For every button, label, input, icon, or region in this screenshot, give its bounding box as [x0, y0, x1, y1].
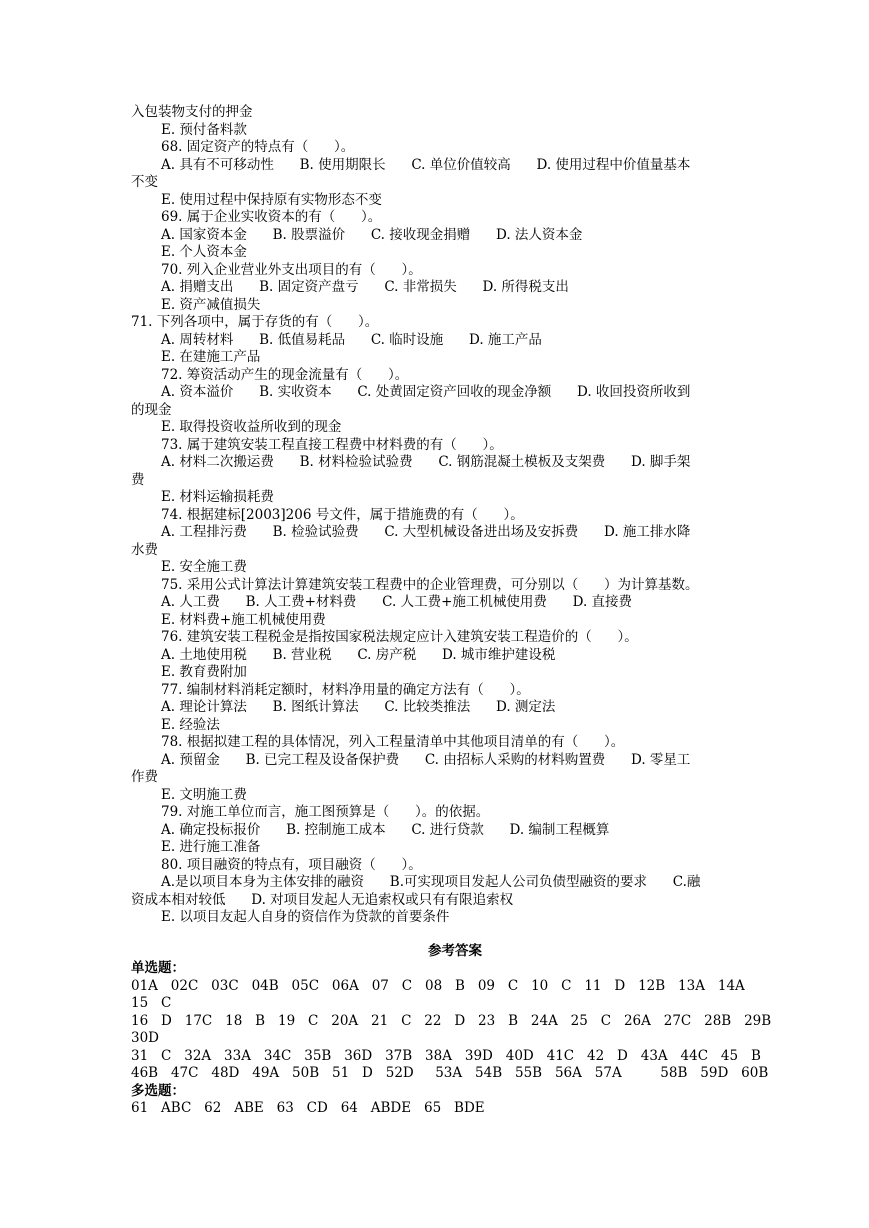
text-line: 75. 采用公式计算法计算建筑安装工程费中的企业管理费，可分别以（ ）为计算基数。	[161, 576, 699, 593]
text-line: 76. 建筑安装工程税金是指按国家税法规定应计入建筑安装工程造价的（ ）。	[161, 629, 638, 645]
text-line: 79. 对施工单位而言，施工图预算是（ ）。的依据。	[161, 804, 490, 820]
text-line: 69. 属于企业实收资本的有（ ）。	[161, 209, 382, 225]
answer-line: 16 D 17C 18 B 19 C 20A 21 C 22 D 23 B 24A 25 C 26A 27C 28B 29B	[131, 1012, 772, 1029]
text-line: 费	[131, 471, 145, 488]
text-line: A. 理论计算法 B. 图纸计算法 C. 比较类推法 D. 测定法	[161, 699, 556, 715]
text-line: E. 使用过程中保持原有实物形态不变	[161, 191, 382, 208]
text-line: A. 国家资本金 B. 股票溢价 C. 接收现金捐赠 D. 法人资本金	[161, 226, 583, 243]
text-line: E. 进行施工准备	[161, 839, 261, 855]
text-line: E. 经验法	[161, 716, 220, 733]
text-line: 入包装物支付的押金	[131, 104, 253, 120]
text-line: 80. 项目融资的特点有，项目融资（ ）。	[161, 856, 422, 873]
text-line: A. 确定投标报价 B. 控制施工成本 C. 进行贷款 D. 编制工程概算	[161, 821, 610, 838]
answer-line: 46B 47C 48D 49A 50B 51 D 52D 53A 54B 55B 56A 57A 58B 59D 60B	[131, 1065, 769, 1081]
text-line: E. 以项目友起人自身的资信作为贷款的首要条件	[161, 909, 450, 925]
text-line: 资成本相对较低 D. 对项目发起人无追索权或只有有限追索权	[131, 891, 514, 908]
text-line: E. 在建施工产品	[161, 349, 261, 365]
text-line: E. 材料运输损耗费	[161, 489, 274, 505]
text-line: 作费	[131, 769, 158, 785]
answer-title: 参考答案	[428, 942, 482, 959]
answer-line: 61 ABC 62 ABE 63 CD 64 ABDE 65 BDE	[131, 1100, 485, 1116]
text-line: E. 取得投资收益所收到的现金	[161, 419, 342, 435]
text-line: A. 工程排污费 B. 检验试验费 C. 大型机械设备进出场及安拆费 D. 施工排水降	[161, 524, 691, 540]
document-body	[131, 104, 779, 1118]
text-line: E. 教育费附加	[161, 664, 247, 680]
text-line: E. 预付备料款	[161, 121, 247, 138]
text-line: A. 资本溢价 B. 实收资本 C. 处黄固定资产回收的现金净额 D. 收回投资所收到	[161, 384, 691, 400]
text-line: 不变	[131, 174, 158, 190]
text-line: 74. 根据建标[2003]206 号文件，属于措施费的有（ ）。	[161, 506, 524, 523]
text-line: A. 土地使用税 B. 营业税 C. 房产税 D. 城市维护建设税	[161, 646, 556, 663]
text-line: 77. 编制材料消耗定额时，材料净用量的确定方法有（ ）。	[161, 681, 530, 698]
text-line: A. 周转材料 B. 低值易耗品 C. 临时设施 D. 施工产品	[161, 331, 542, 348]
text-line: A. 人工费 B. 人工费+材料费 C. 人工费+施工机械使用费 D. 直接费	[161, 594, 633, 610]
text-line: E. 文明施工费	[161, 786, 247, 803]
text-line: 78. 根据拟建工程的具体情况，列入工程量清单中其他项目清单的有（ ）。	[161, 734, 625, 750]
text-line: E. 材料费+施工机械使用费	[161, 611, 326, 628]
single-choice-heading: 单选题：	[131, 960, 185, 976]
text-line: A. 具有不可移动性 B. 使用期限长 C. 单位价值较高 D. 使用过程中价值量基本	[161, 156, 691, 173]
text-line: 73. 属于建筑安装工程直接工程费中材料费的有（ ）。	[161, 436, 503, 453]
text-line: 71. 下列各项中，属于存货的有（ ）。	[131, 314, 379, 330]
text-line: 水费	[131, 541, 158, 558]
text-line: E. 资产减值损失	[161, 296, 261, 313]
text-line: E. 安全施工费	[161, 559, 247, 575]
text-line: 的现金	[131, 401, 172, 418]
text-line: A. 材料二次搬运费 B. 材料检验试验费 C. 钢筋混凝土模板及支架费 D. 脚手架	[161, 454, 691, 470]
answer-line: 01A 02C 03C 04B 05C 06A 07 C 08 B 09 C 10 C 11 D 12B 13A 14A	[131, 977, 745, 994]
text-line: A. 捐赠支出 B. 固定资产盘亏 C. 非常损失 D. 所得税支出	[161, 279, 569, 295]
answer-line: 30D	[131, 1030, 160, 1046]
multi-choice-heading: 多选题：	[131, 1082, 185, 1099]
text-line: A.是以项目本身为主体安排的融资 B.可实现项目发起人公司负债型融资的要求 C.融	[161, 874, 701, 890]
answer-line: 15 C	[131, 995, 172, 1011]
text-line: 70. 列入企业营业外支出项目的有（ ）。	[161, 261, 422, 278]
question-list	[131, 104, 779, 927]
text-line: 68. 固定资产的特点有（ ）。	[161, 139, 355, 155]
text-line: A. 预留金 B. 已完工程及设备保护费 C. 由招标人采购的材料购置费 D. 零星工	[161, 751, 691, 768]
text-line: 72. 筹资活动产生的现金流量有（ ）。	[161, 366, 409, 383]
text-line: E. 个人资本金	[161, 244, 247, 260]
answer-line: 31 C 32A 33A 34C 35B 36D 37B 38A 39D 40D 41C 42 D 43A 44C 45 B	[131, 1047, 761, 1064]
